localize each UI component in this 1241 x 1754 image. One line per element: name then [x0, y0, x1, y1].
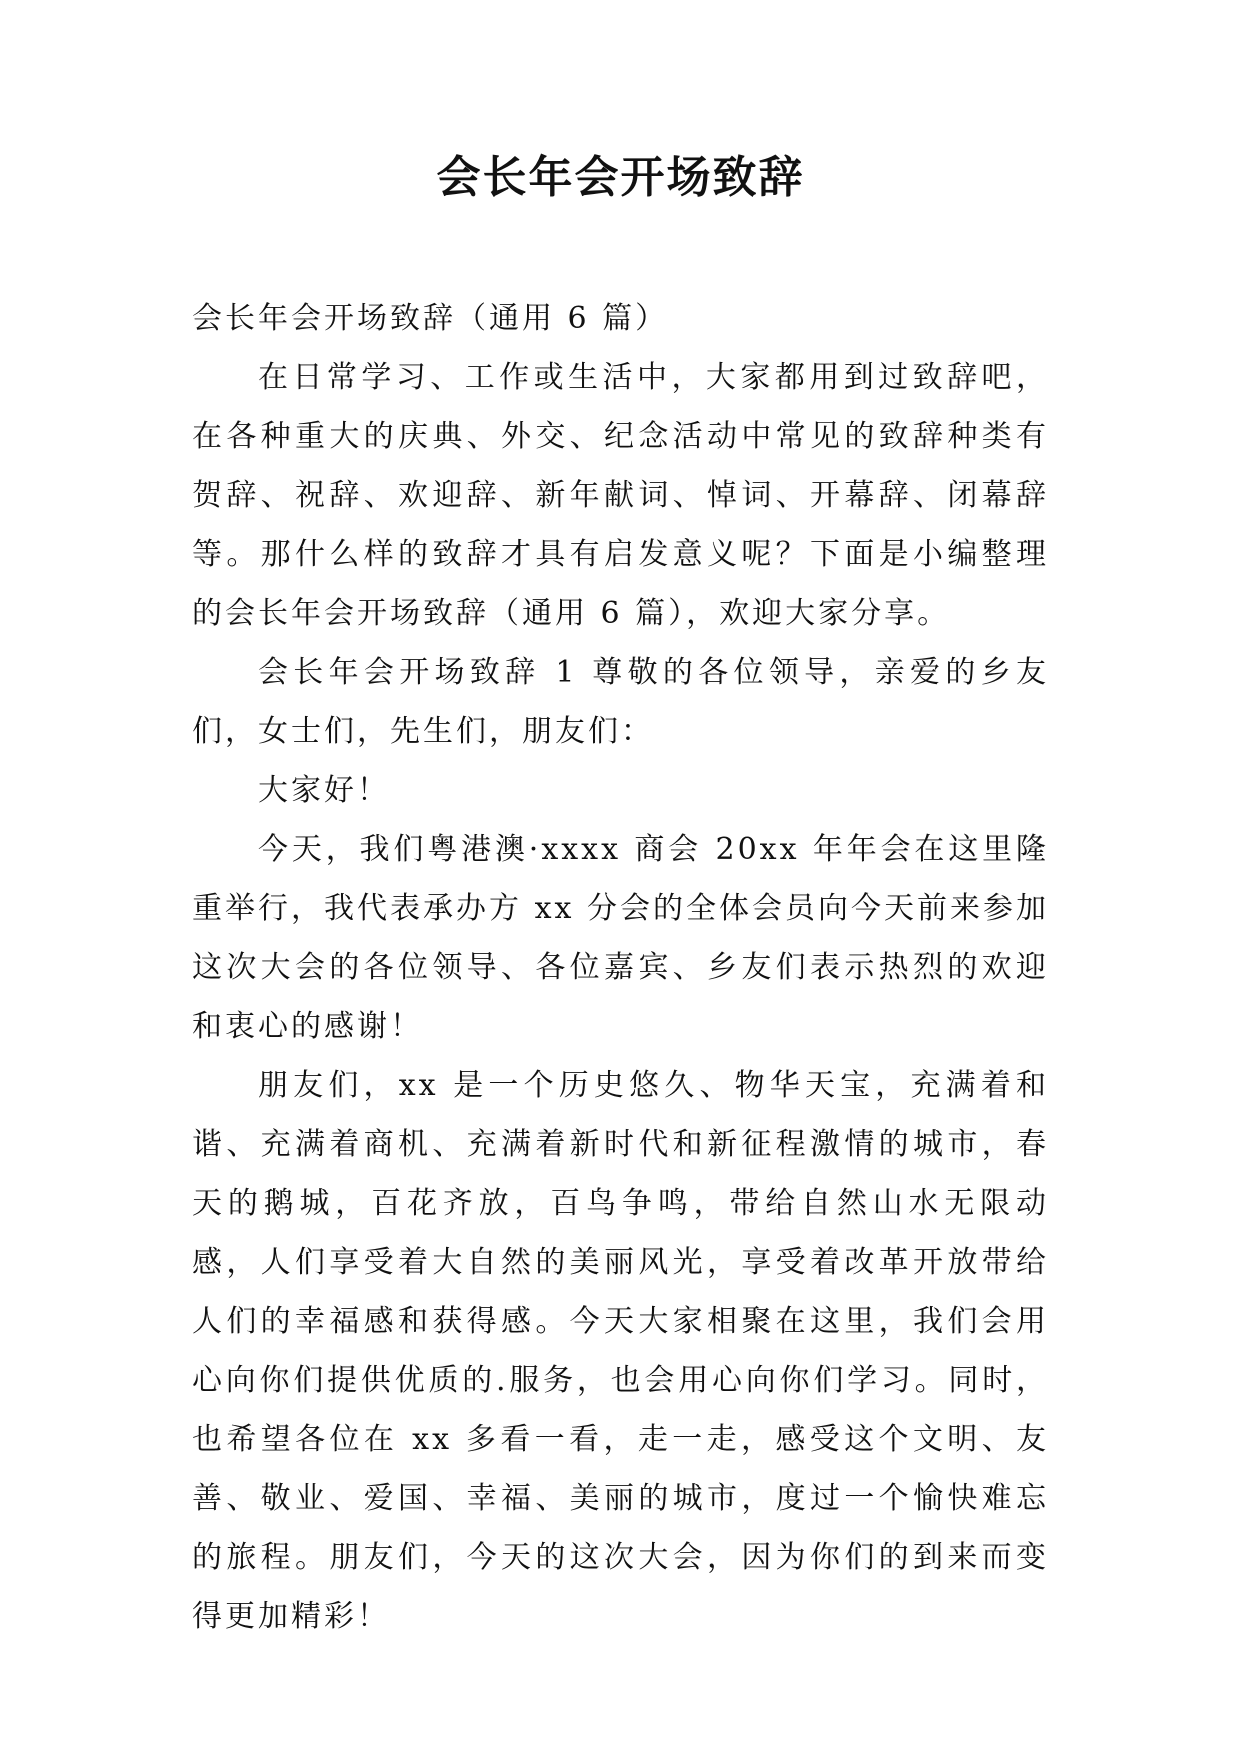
paragraph-greeting: 大家好！ [258, 773, 390, 808]
paragraph-welcome: 今天，我们粤港澳·xxxx 商会 20xx 年年会在这里隆重举行，我代表承办方 xx 分会的全体会员向今天前来参加这次大会的各位领导、各位嘉宾、乡友们表示热烈的欢迎和衷心的感谢！ [192, 832, 1049, 1044]
paragraph-city: 朋友们，xx 是一个历史悠久、物华天宝，充满着和谐、充满着商机、充满着新时代和新征程激情的城市，春天的鹅城，百花齐放，百鸟争鸣，带给自然山水无限动感，人们享受着大自然的美丽风光，享受着改革开放带给人们的幸福感和获得感。今天大家相聚在这里，我们会用心向你们提供优质的.服务，也会用心向你们学习。同时，也希望各位在 xx 多看一看，走一走，感受这个文明、友善、敬业、爱国、幸福、美丽的城市，度过一个愉快难忘的旅程。朋友们，今天的这次大会，因为你们的到来而变得更加精彩！ [192, 1068, 1049, 1634]
document-title: 会长年会开场致辞 [436, 152, 805, 203]
paragraph-intro: 在日常学习、工作或生活中，大家都用到过致辞吧，在各种重大的庆典、外交、纪念活动中常见的致辞种类有贺辞、祝辞、欢迎辞、新年献词、悼词、开幕辞、闭幕辞等。那什么样的致辞才具有启发意义呢？下面是小编整理的会长年会开场致辞（通用 6 篇），欢迎大家分享。 [192, 360, 1049, 631]
paragraph-salutation: 会长年会开场致辞 1 尊敬的各位领导，亲爱的乡友们，女士们，先生们，朋友们： [192, 655, 1049, 749]
document-body [192, 289, 1049, 1646]
document-subtitle: 会长年会开场致辞（通用 6 篇） [192, 301, 669, 336]
